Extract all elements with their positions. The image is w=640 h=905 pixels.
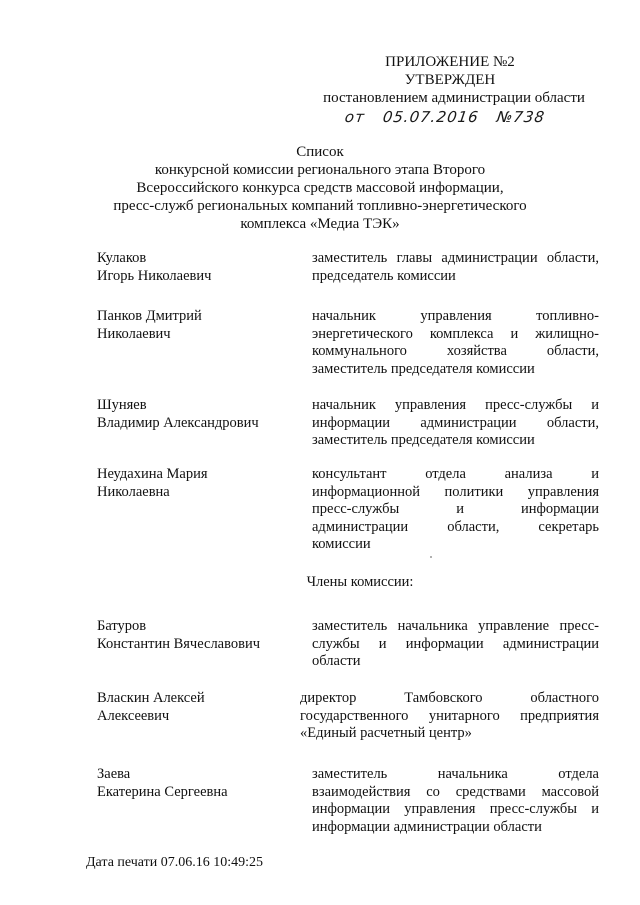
member-role: заместитель начальника отдела взаимодействия со средствами массовой информации управления пресс-службы и информации администрации области — [312, 766, 599, 835]
member-name: Панков Дмитрий Николаевич — [97, 308, 202, 342]
appendix-label: ПРИЛОЖЕНИЕ №2 — [385, 54, 515, 70]
member-role: заместитель начальника управление пресс- службы и информации администрации области — [312, 618, 599, 669]
member-name: Кулаков Игорь Николаевич — [97, 250, 212, 284]
member-role: начальник управления пресс-службы и информации администрации области, заместитель председателя комиссии — [312, 397, 599, 448]
member-name: Батуров Константин Вячеславович — [97, 618, 261, 652]
handwritten-date: 05.07.2016 — [381, 108, 481, 126]
member-role: директор Тамбовского областного государственного унитарного предприятия «Единый расчетный центр» — [300, 690, 599, 741]
title-line: Всероссийского конкурса средств массовой информации, — [136, 180, 504, 196]
member-name: Шуняев Владимир Александрович — [97, 397, 259, 431]
title-line: пресс-служб региональных компаний топливно-энергетического — [113, 198, 527, 214]
document-title — [100, 143, 540, 233]
member-role: консультант отдела анализа и информационной политики управления пресс-службы и информации администрации области, секретарь комиссии — [312, 466, 599, 552]
member-name: Заева Екатерина Сергеевна — [97, 766, 228, 800]
member-role: начальник управления топливно- энергетического комплекса и жилищно- коммунального хозяйства области, заместитель председателя комиссии — [312, 308, 599, 377]
decree-label: постановлением администрации области — [323, 90, 585, 106]
handwritten-number: №738 — [495, 108, 547, 126]
member-name: Неудахина Мария Николаевна — [97, 466, 208, 500]
handwritten-prefix: от — [343, 108, 367, 126]
title-line: комплекса «Медиа ТЭК» — [240, 216, 400, 232]
print-date: Дата печати 07.06.16 10:49:25 — [86, 855, 264, 870]
member-name: Власкин Алексей Алексеевич — [97, 690, 205, 724]
approved-label: УТВЕРЖДЕН — [404, 72, 496, 88]
member-role: заместитель главы администрации области, председатель комиссии — [312, 250, 599, 284]
title-line: конкурсной комиссии регионального этапа Второго — [154, 162, 486, 178]
section-heading: Члены комиссии: — [306, 574, 414, 590]
approval-header — [300, 53, 600, 126]
scan-speck — [430, 556, 432, 558]
handwritten-date-line — [289, 108, 602, 126]
title-line: Список — [296, 144, 344, 160]
